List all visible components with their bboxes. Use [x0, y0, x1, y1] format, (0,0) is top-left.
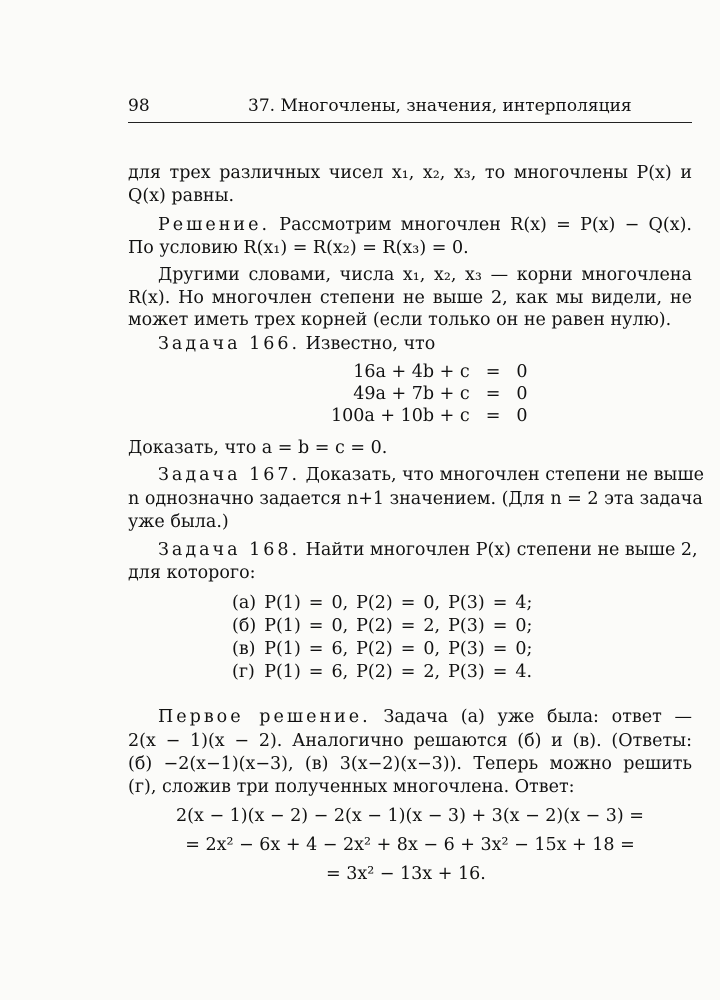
solution-text: Рассмотрим многочлен R(x) = P(x) − Q(x).: [279, 215, 692, 235]
formula-line: 2(x − 1)(x − 2) − 2(x − 1)(x − 3) + 3(x − 2)(x − 3) =: [176, 806, 644, 826]
task-label: Задача 167.: [158, 465, 301, 485]
paragraph-line: уже была.): [128, 512, 229, 532]
paragraph-line: для трех различных чисел x₁, x₂, x₃, то многочлены P(x) и: [128, 163, 692, 183]
equation-sign: =: [485, 406, 501, 426]
paragraph-line: n однозначно задается n+1 значением. (Для n = 2 эта задача: [128, 489, 703, 509]
case-v3: 4;: [515, 592, 533, 613]
paragraph-line: может иметь трех корней (если только он не равен нулю).: [128, 310, 672, 330]
task-text: Найти многочлен P(x) степени не выше 2,: [305, 540, 698, 560]
case-tag: (б): [232, 615, 257, 636]
solution-line: [158, 215, 692, 236]
equation-rhs: 0: [516, 406, 528, 426]
case-v3: 0;: [515, 615, 533, 636]
page-number: 98: [128, 96, 150, 116]
task-168-heading: [158, 540, 698, 561]
equation-rhs: 0: [516, 384, 528, 404]
case-v1: 6,: [331, 661, 349, 682]
case-tag: (а): [232, 592, 257, 613]
paragraph-line: для которого:: [128, 563, 256, 583]
paragraph-line: По условию R(x₁) = R(x₂) = R(x₃) = 0.: [128, 238, 469, 258]
task-label: Задача 166.: [158, 334, 301, 354]
condition-row: (г) P(1) = 6, P(2) = 2, P(3) = 4.: [228, 660, 536, 683]
equation-sign: =: [485, 384, 501, 404]
paragraph-line: R(x). Но многочлен степени не выше 2, как мы видели, не: [128, 288, 692, 308]
conditions-table: [228, 591, 536, 683]
paragraph-line: 2(x − 1)(x − 2). Аналогично решаются (б) и (в). (Ответы:: [128, 731, 692, 751]
first-solution-heading: [158, 707, 692, 728]
case-p3: P(3): [448, 592, 485, 613]
paragraph-line: (б) −2(x−1)(x−3), (в) 3(x−2)(x−3)). Теперь можно решить: [128, 754, 692, 774]
case-v1: 0,: [331, 592, 349, 613]
case-p1: P(1): [264, 615, 301, 636]
case-tag: (в): [232, 638, 256, 659]
case-v2: 2,: [423, 661, 441, 682]
solution-label: Решение.: [158, 215, 271, 235]
paragraph-line: Доказать, что a = b = c = 0.: [128, 438, 388, 458]
case-v1: 0,: [331, 615, 349, 636]
task-text: Доказать, что многочлен степени не выше: [305, 465, 704, 485]
case-v1: 6,: [331, 638, 349, 659]
case-p3: P(3): [448, 615, 485, 636]
equation-row: [325, 405, 534, 427]
case-p1: P(1): [264, 638, 301, 659]
chapter-title: 37. Многочлены, значения, интерполяция: [248, 96, 632, 116]
case-p3: P(3): [448, 638, 485, 659]
case-p1: P(1): [264, 661, 301, 682]
task-166-heading: [158, 334, 435, 355]
case-v2: 2,: [423, 615, 441, 636]
condition-row: (в) P(1) = 6, P(2) = 0, P(3) = 0;: [228, 637, 536, 660]
equation-lhs: 16a + 4b + c: [353, 362, 470, 382]
case-p2: P(2): [356, 615, 393, 636]
running-header: [128, 96, 692, 123]
case-v2: 0,: [423, 592, 441, 613]
equation-lhs: 100a + 10b + c: [331, 406, 470, 426]
equation-sign: =: [485, 362, 501, 382]
case-p2: P(2): [356, 661, 393, 682]
case-p1: P(1): [264, 592, 301, 613]
equation-row: [325, 383, 534, 405]
formula-line: = 3x² − 13x + 16.: [326, 864, 486, 884]
condition-row: (а) P(1) = 0, P(2) = 0, P(3) = 4;: [228, 591, 536, 614]
task-167-heading: [158, 465, 704, 486]
case-v2: 0,: [423, 638, 441, 659]
case-p3: P(3): [448, 661, 485, 682]
case-tag: (г): [232, 661, 255, 682]
paragraph-line: Другими словами, числа x₁, x₂, x₃ — корни многочлена: [158, 265, 692, 285]
paragraph-line: Q(x) равны.: [128, 186, 235, 206]
case-v3: 4.: [515, 661, 533, 682]
equation-system: [325, 361, 534, 427]
case-v3: 0;: [515, 638, 533, 659]
solution-label: Первое решение.: [158, 707, 371, 727]
formula-line: = 2x² − 6x + 4 − 2x² + 8x − 6 + 3x² − 15x + 18 =: [185, 835, 635, 855]
equation-row: [325, 361, 534, 383]
equation-rhs: 0: [516, 362, 528, 382]
task-text: Известно, что: [305, 334, 436, 354]
task-label: Задача 168.: [158, 540, 301, 560]
condition-row: (б) P(1) = 0, P(2) = 2, P(3) = 0;: [228, 614, 536, 637]
case-p2: P(2): [356, 638, 393, 659]
equation-lhs: 49a + 7b + c: [353, 384, 470, 404]
paragraph-line: (г), сложив три полученных многочлена. Ответ:: [128, 777, 575, 797]
case-p2: P(2): [356, 592, 393, 613]
solution-text: Задача (а) уже была: ответ —: [383, 707, 692, 727]
